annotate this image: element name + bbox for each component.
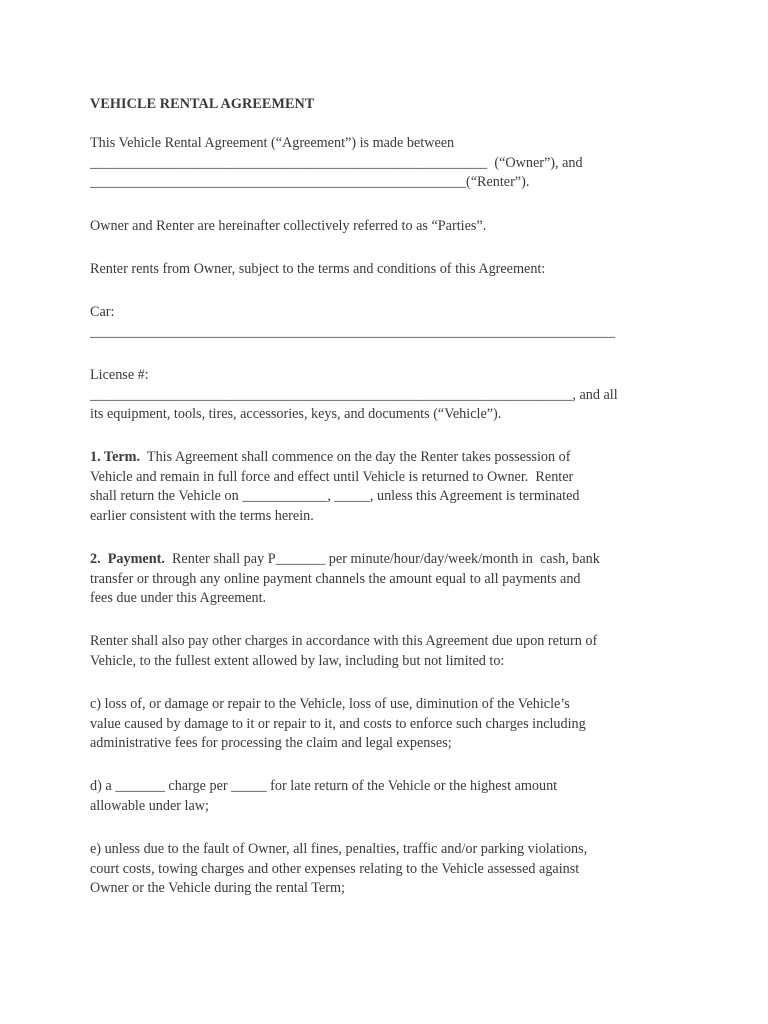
item-e-line-3: Owner or the Vehicle during the rental Term;: [90, 879, 345, 896]
intro-paragraph: [90, 134, 680, 192]
term-section: [90, 448, 680, 526]
owner-blank-line: ________________________________________________________ (“Owner”), and: [90, 154, 583, 171]
payment-line-3: fees due under this Agreement.: [90, 589, 267, 606]
item-c-line-1: c) loss of, or damage or repair to the Vehicle, loss of use, diminution of the Vehicle’s: [90, 696, 570, 713]
term-line-4: earlier consistent with the terms herein.: [90, 507, 314, 524]
item-e-line-2: court costs, towing charges and other expenses relating to the Vehicle assessed against: [90, 860, 580, 877]
payment-line-2: transfer or through any online payment channels the amount equal to all payments and: [90, 570, 581, 587]
intro-line-1: This Vehicle Rental Agreement (“Agreement”) is made between: [90, 135, 455, 152]
term-line-1: [90, 448, 680, 467]
term-line-1-text: This Agreement shall commence on the day the Renter takes possession of: [140, 449, 571, 466]
license-label: License #:: [90, 367, 149, 384]
rents-paragraph: Renter rents from Owner, subject to the terms and conditions of this Agreement:: [90, 261, 546, 278]
term-line-2: Vehicle and remain in full force and effect until Vehicle is returned to Owner. Renter: [90, 468, 574, 485]
payment-line-1: [90, 550, 680, 569]
item-d-line-1: d) a _______ charge per _____ for late return of the Vehicle or the highest amount: [90, 778, 558, 795]
document-page: [90, 95, 680, 922]
renter-blank-line: _____________________________________________________(“Renter”).: [90, 174, 530, 191]
term-heading: 1. Term.: [90, 449, 141, 466]
payment-section: [90, 550, 680, 608]
document-title: VEHICLE RENTAL AGREEMENT: [90, 96, 315, 112]
payment-line-1-text: Renter shall pay P_______ per minute/hour/day/week/month in cash, bank: [164, 551, 600, 568]
other-charges-paragraph: [90, 632, 680, 671]
parties-paragraph: Owner and Renter are hereinafter collectively referred to as “Parties”.: [90, 217, 487, 234]
license-blank-line: ____________________________________________________________________, and all: [90, 386, 618, 403]
item-c-paragraph: [90, 695, 680, 753]
car-paragraph: [90, 303, 680, 342]
license-paragraph: [90, 366, 680, 424]
item-d-paragraph: [90, 777, 680, 816]
payment-heading: 2. Payment.: [90, 551, 165, 568]
item-e-paragraph: [90, 840, 680, 898]
other-charges-line-1: Renter shall also pay other charges in accordance with this Agreement due upon return of: [90, 633, 598, 650]
item-c-line-2: value caused by damage to it or repair to it, and costs to enforce such charges including: [90, 715, 586, 732]
license-line-3: its equipment, tools, tires, accessories, keys, and documents (“Vehicle”).: [90, 406, 502, 423]
other-charges-line-2: Vehicle, to the fullest extent allowed by law, including but not limited to:: [90, 652, 505, 669]
term-line-3: shall return the Vehicle on ____________, _____, unless this Agreement is terminated: [90, 488, 580, 505]
item-e-line-1: e) unless due to the fault of Owner, all fines, penalties, traffic and/or parking violations,: [90, 841, 588, 858]
item-d-line-2: allowable under law;: [90, 797, 209, 814]
car-label: Car:: [90, 304, 115, 321]
item-c-line-3: administrative fees for processing the claim and legal expenses;: [90, 734, 452, 751]
car-blank-line: __________________________________________________________________________: [90, 323, 615, 340]
